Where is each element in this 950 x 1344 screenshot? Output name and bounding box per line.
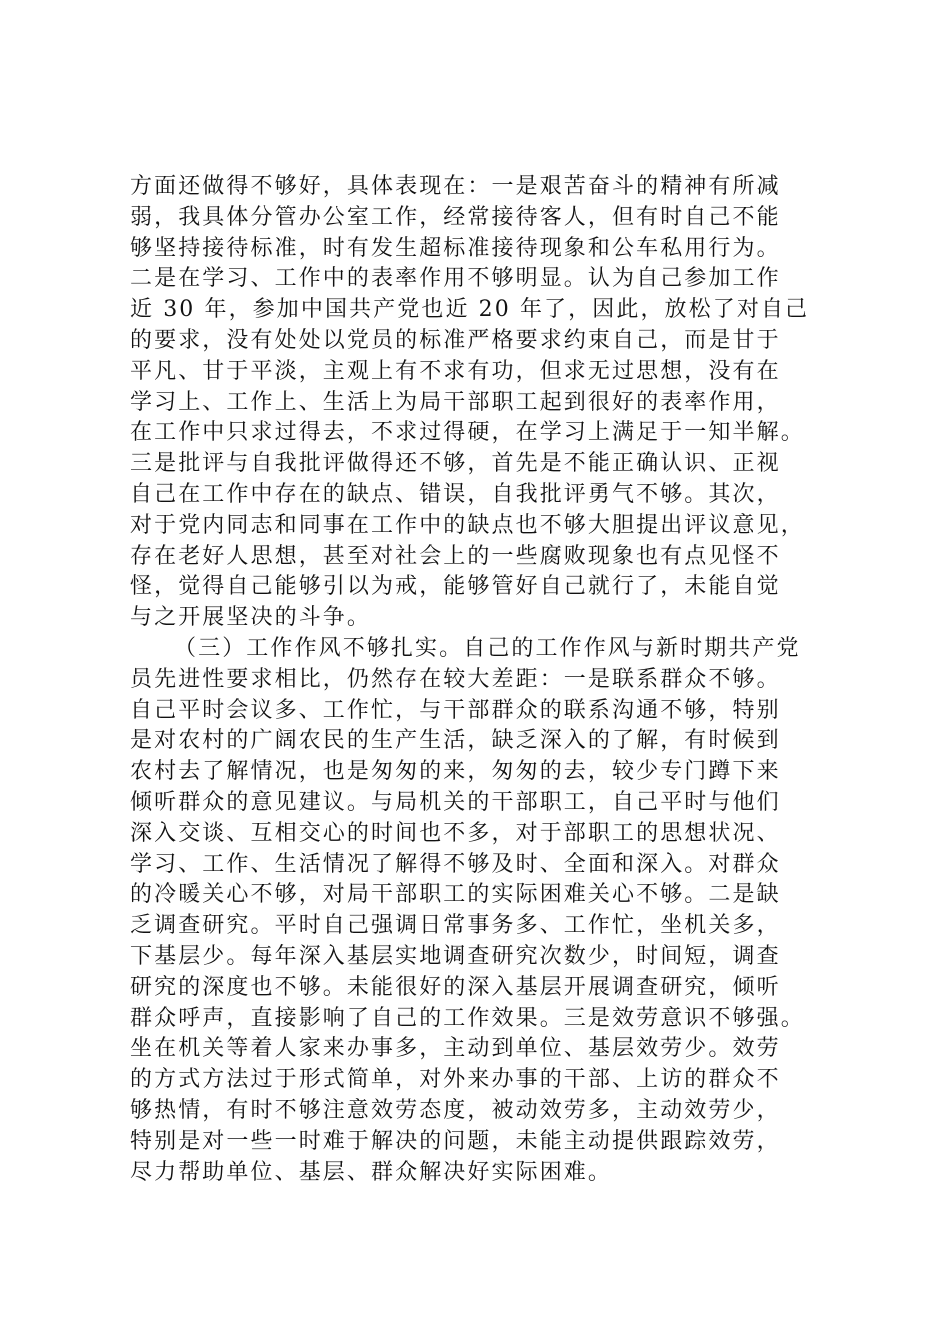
text-line: 农村去了解情况，也是匆匆的来，匆匆的去，较少专门蹲下来 xyxy=(130,759,781,785)
text-line: 的方式方法过于形式简单，对外来办事的干部、上访的群众不 xyxy=(130,1067,781,1093)
text-line: 特别是对一些一时难于解决的问题，未能主动提供跟踪效劳， xyxy=(130,1128,781,1154)
text-line: 深入交谈、互相交心的时间也不多，对于部职工的思想状况、 xyxy=(130,820,781,846)
section-heading-line: （三）工作作风不够扎实。自己的工作作风与新时期共产党 xyxy=(174,635,801,661)
text-line: 存在老好人思想，甚至对社会上的一些腐败现象也有点见怪不 xyxy=(130,543,781,569)
text-line: 在工作中只求过得去，不求过得硬，在学习上满足于一知半解。 xyxy=(130,420,805,446)
text-line: 自己在工作中存在的缺点、错误，自我批评勇气不够。其次， xyxy=(130,481,781,507)
body-text xyxy=(130,172,850,1188)
text-line: 够坚持接待标准，时有发生超标准接待现象和公车私用行为。 xyxy=(130,235,781,261)
text-line: 下基层少。每年深入基层实地调查研究次数少，时间短，调查 xyxy=(130,943,781,969)
text-line: 员先进性要求相比，仍然存在较大差距：一是联系群众不够。 xyxy=(130,666,781,692)
text-line: 尽力帮助单位、基层、群众解决好实际困难。 xyxy=(130,1159,613,1185)
text-line: 近 30 年，参加中国共产党也近 20 年了，因此，放松了对自己 xyxy=(130,297,810,323)
text-line: 倾听群众的意见建议。与局机关的干部职工，自己平时与他们 xyxy=(130,789,781,815)
text-line: 弱，我具体分管办公室工作，经常接待客人，但有时自己不能 xyxy=(130,204,781,230)
text-line: 对于党内同志和同事在工作中的缺点也不够大胆提出评议意见， xyxy=(130,512,805,538)
text-line: 平凡、甘于平淡，主观上有不求有功，但求无过思想，没有在 xyxy=(130,358,781,384)
text-line: 的冷暖关心不够，对局干部职工的实际困难关心不够。二是缺 xyxy=(130,882,781,908)
text-line: 与之开展坚决的斗争。 xyxy=(130,605,372,631)
text-line: 三是批评与自我批评做得还不够，首先是不能正确认识、正视 xyxy=(130,451,781,477)
text-line: 乏调查研究。平时自己强调日常事务多、工作忙，坐机关多， xyxy=(130,913,781,939)
text-line: 自己平时会议多、工作忙，与干部群众的联系沟通不够，特别 xyxy=(130,697,781,723)
text-line: 的要求，没有处处以党员的标准严格要求约束自己，而是甘于 xyxy=(130,327,781,353)
text-line: 方面还做得不够好，具体表现在：一是艰苦奋斗的精神有所减 xyxy=(130,174,781,199)
text-line: 怪，觉得自己能够引以为戒，能够管好自己就行了，未能自觉 xyxy=(130,574,781,600)
text-line: 群众呼声，直接影响了自己的工作效果。三是效劳意识不够强。 xyxy=(130,1005,805,1031)
text-line: 研究的深度也不够。未能很好的深入基层开展调查研究，倾听 xyxy=(130,974,781,1000)
text-line: 学习上、工作上、生活上为局干部职工起到很好的表率作用， xyxy=(130,389,781,415)
text-line: 坐在机关等着人家来办事多，主动到单位、基层效劳少。效劳 xyxy=(130,1036,781,1062)
text-line: 二是在学习、工作中的表率作用不够明显。认为自己参加工作 xyxy=(130,266,781,292)
text-line: 学习、工作、生活情况了解得不够及时、全面和深入。对群众 xyxy=(130,851,781,877)
text-line: 够热情，有时不够注意效劳态度，被动效劳多，主动效劳少， xyxy=(130,1097,781,1123)
text-line: 是对农村的广阔农民的生产生活，缺乏深入的了解，有时候到 xyxy=(130,728,781,754)
